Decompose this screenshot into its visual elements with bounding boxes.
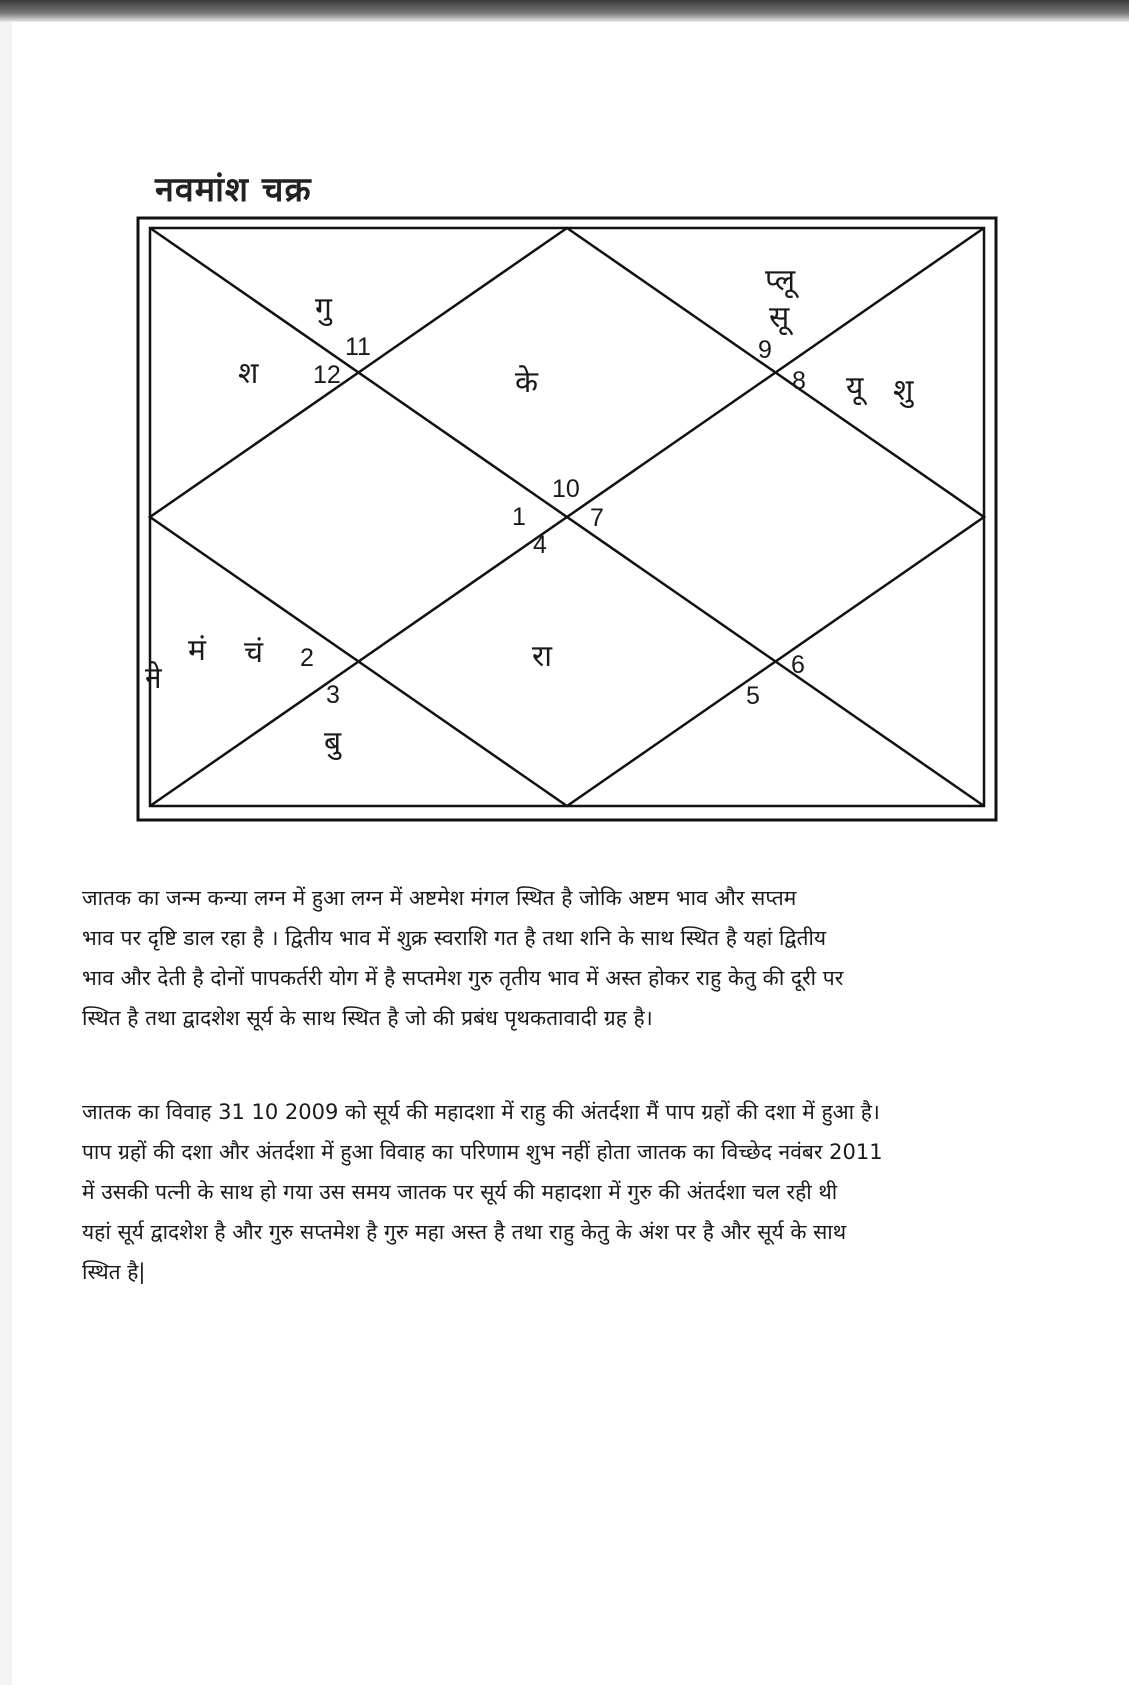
paragraph-line: जातक का जन्म कन्या लग्न में हुआ लग्न में अष्टमेश मंगल स्थित है जोकि अष्टम भाव और सप्तम (82, 886, 797, 910)
planet-pluto: प्लू (765, 263, 796, 298)
paragraph-line: पाप ग्रहों की दशा और अंतर्दशा में हुआ विवाह का परिणाम शुभ नहीं होता जातक का विच्छेद नवंबर 2011 (82, 1140, 883, 1164)
house-8: 8 (792, 367, 806, 395)
house-10: 10 (552, 475, 580, 503)
planet-mangal: मं (188, 633, 206, 668)
paragraph-2 (82, 1092, 1032, 1292)
planet-budh: बु (324, 725, 342, 760)
paragraph-1 (82, 878, 1032, 1038)
paragraph-line: में उसकी पत्नी के साथ हो गया उस समय जातक पर सूर्य की महादशा में गुरु की अंतर्दशा चल रही थी (82, 1180, 838, 1204)
paragraph-line: यहां सूर्य द्वादशेश है और गुरु सप्तमेश है गुरु महा अस्त है तथा राहु केतु के अंश पर है और सूर्य के साथ (82, 1220, 847, 1244)
house-11: 11 (345, 333, 371, 361)
planet-rahu: रा (532, 639, 553, 674)
planet-shani: श (238, 356, 259, 391)
planet-shukra: शु (893, 373, 914, 408)
planet-guru: गु (315, 291, 332, 326)
planet-uranus: यू (846, 370, 864, 405)
planet-chandra: चं (244, 635, 264, 670)
paragraph-line: स्थित है| (82, 1260, 146, 1284)
house-9: 9 (758, 336, 772, 364)
house-6: 6 (791, 651, 805, 679)
planet-neptune: ने (145, 661, 162, 696)
house-5: 5 (746, 682, 760, 710)
paragraph-line: जातक का विवाह 31 10 2009 को सूर्य की महादशा में राहु की अंतर्दशा मैं पाप ग्रहों की दशा में हुआ है। (82, 1100, 880, 1124)
house-3: 3 (326, 681, 340, 709)
house-7: 7 (590, 504, 604, 532)
chart-title: नवमांश चक्र (155, 170, 312, 210)
planet-surya: सू (769, 300, 790, 335)
planet-ketu: के (515, 365, 539, 400)
paragraph-line: भाव और देती है दोनों पापकर्तरी योग में है सप्तमेश गुरु तृतीय भाव में अस्त होकर राहु केतु की दूरी पर (82, 966, 844, 990)
paragraph-line: स्थित है तथा द्वादशेश सूर्य के साथ स्थित है जो की प्रबंध पृथकतावादी ग्रह है। (82, 1006, 653, 1030)
paragraph-line: भाव पर दृष्टि डाल रहा है । द्वितीय भाव में शुक्र स्वराशि गत है तथा शनि के साथ स्थित है यहां द्वितीय (82, 926, 827, 950)
house-12: 12 (313, 361, 341, 389)
house-2: 2 (300, 644, 314, 672)
house-4: 4 (533, 531, 547, 559)
house-1: 1 (512, 503, 526, 531)
